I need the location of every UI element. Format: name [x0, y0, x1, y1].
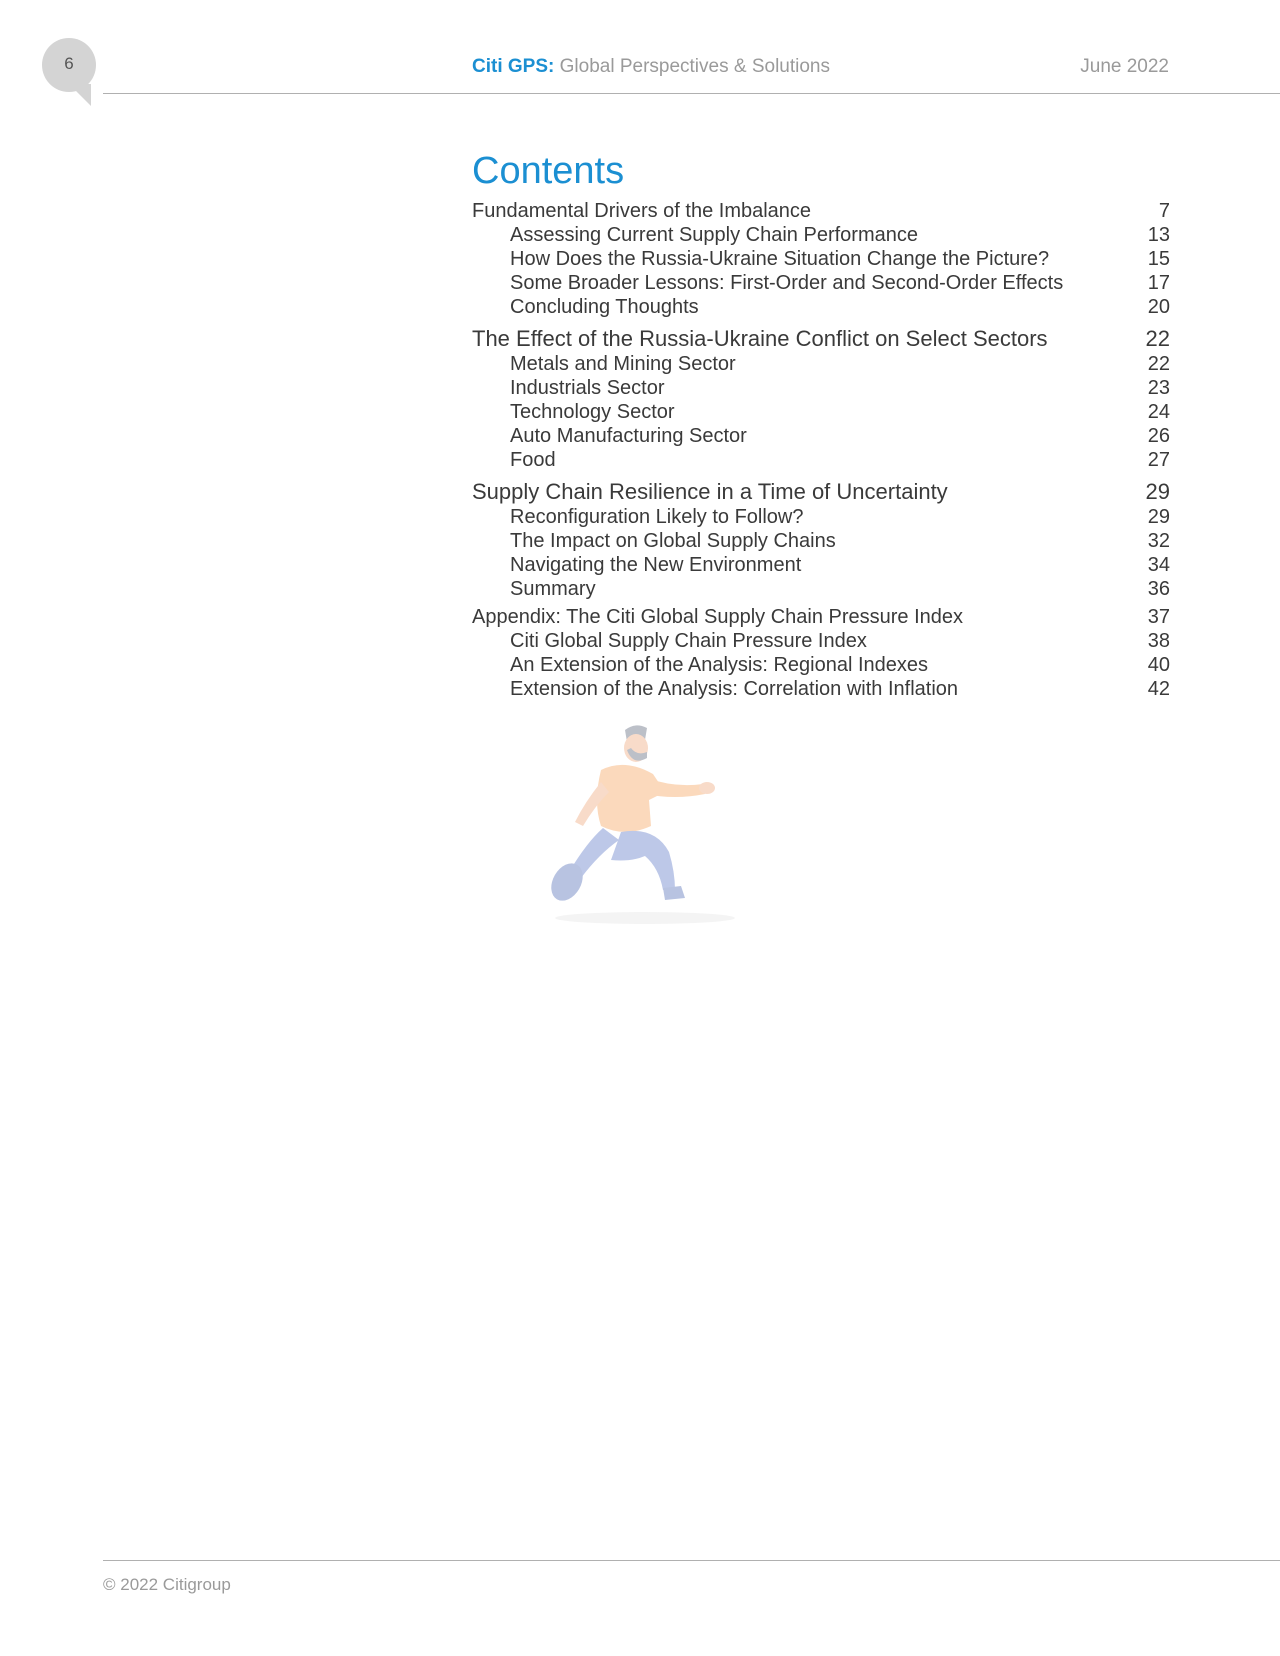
toc-subsection[interactable] [472, 553, 1170, 577]
toc-title: How Does the Russia-Ukraine Situation Change the Picture? [510, 248, 1050, 270]
toc-subsection[interactable] [472, 505, 1170, 529]
toc-subsection[interactable] [472, 424, 1170, 448]
toc-title: The Impact on Global Supply Chains [510, 530, 836, 552]
table-of-contents [472, 199, 1170, 701]
toc-subsection[interactable] [472, 295, 1170, 319]
toc-subsection[interactable] [472, 677, 1170, 701]
toc-title: Technology Sector [510, 401, 675, 423]
ground-shadow [555, 912, 735, 924]
toc-subsection[interactable] [472, 577, 1170, 601]
toc-title: Fundamental Drivers of the Imbalance [472, 200, 812, 222]
toc-title: Extension of the Analysis: Correlation with Inflation [510, 678, 959, 700]
toc-title: An Extension of the Analysis: Regional Indexes [510, 654, 929, 676]
toc-title: Navigating the New Environment [510, 554, 802, 576]
torso [597, 765, 665, 832]
running-man-illustration [535, 722, 755, 932]
front-leg [611, 831, 675, 890]
copyright: © 2022 Citigroup [103, 1575, 231, 1594]
toc-page: 40 [1147, 654, 1170, 676]
toc-subsection[interactable] [472, 629, 1170, 653]
header-publication: Global Perspectives & Solutions [559, 56, 830, 77]
contents-heading: Contents [472, 150, 625, 192]
toc-title: Concluding Thoughts [510, 296, 699, 318]
toc-page: 29 [1147, 506, 1170, 528]
page-number: 6 [64, 54, 74, 73]
toc-page: 34 [1147, 554, 1170, 576]
toc-page: 27 [1147, 449, 1170, 471]
header-divider [103, 93, 1280, 94]
toc-page: 42 [1147, 678, 1170, 700]
toc-title: Summary [510, 578, 596, 600]
toc-page: 13 [1147, 224, 1170, 246]
toc-subsection[interactable] [472, 223, 1170, 247]
toc-subsection[interactable] [472, 247, 1170, 271]
toc-page: 29 [1145, 479, 1170, 504]
toc-page: 37 [1147, 606, 1170, 628]
toc-title: Supply Chain Resilience in a Time of Uncertainty [472, 479, 948, 504]
toc-title: Reconfiguration Likely to Follow? [510, 506, 804, 528]
toc-page: 7 [1158, 200, 1170, 222]
toc-title: Appendix: The Citi Global Supply Chain Pressure Index [472, 606, 964, 628]
page-badge-tail [69, 84, 91, 106]
toc-title: The Effect of the Russia-Ukraine Conflict on Select Sectors [472, 326, 1048, 351]
footer-divider [103, 1560, 1280, 1561]
toc-title: Auto Manufacturing Sector [510, 425, 747, 447]
toc-page: 26 [1147, 425, 1170, 447]
toc-page: 22 [1147, 353, 1170, 375]
toc-title: Assessing Current Supply Chain Performance [510, 224, 918, 246]
toc-title: Industrials Sector [510, 377, 665, 399]
toc-page: 22 [1145, 326, 1170, 351]
toc-section[interactable] [472, 478, 1170, 505]
header-brand: Citi GPS: [472, 56, 555, 77]
right-hand [699, 782, 715, 794]
toc-page: 36 [1147, 578, 1170, 600]
toc-page: 32 [1147, 530, 1170, 552]
toc-subsection[interactable] [472, 376, 1170, 400]
toc-page: 17 [1147, 272, 1170, 294]
toc-subsection[interactable] [472, 448, 1170, 472]
toc-subsection[interactable] [472, 529, 1170, 553]
toc-subsection[interactable] [472, 352, 1170, 376]
toc-page: 20 [1147, 296, 1170, 318]
toc-section[interactable] [472, 605, 1170, 629]
toc-page: 38 [1147, 630, 1170, 652]
header-date: June 2022 [1080, 56, 1169, 77]
toc-subsection[interactable] [472, 271, 1170, 295]
toc-title: Food [510, 449, 556, 471]
front-shoe [663, 886, 685, 900]
toc-section[interactable] [472, 325, 1170, 352]
toc-section[interactable] [472, 199, 1170, 223]
toc-subsection[interactable] [472, 400, 1170, 424]
toc-page: 24 [1147, 401, 1170, 423]
toc-page: 15 [1147, 248, 1170, 270]
toc-subsection[interactable] [472, 653, 1170, 677]
header-title [472, 56, 830, 78]
toc-title: Citi Global Supply Chain Pressure Index [510, 630, 867, 652]
toc-title: Metals and Mining Sector [510, 353, 736, 375]
toc-title: Some Broader Lessons: First-Order and Second-Order Effects [510, 272, 1064, 294]
toc-page: 23 [1147, 377, 1170, 399]
right-arm [645, 778, 705, 797]
